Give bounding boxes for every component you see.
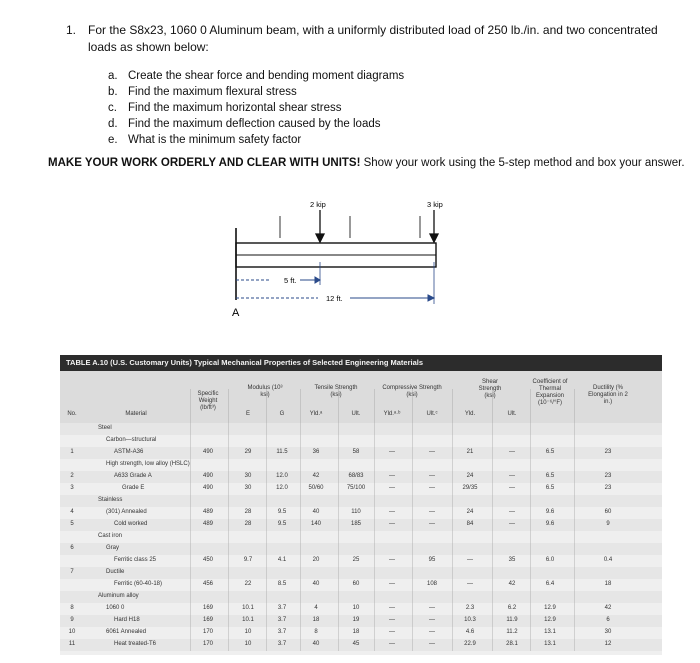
col-thermal: Coefficient of Thermal Expansion (10⁻⁶/°F) — [532, 379, 568, 406]
load2-label: 3 kip — [427, 200, 443, 209]
row-value: — — [389, 473, 395, 479]
row-value: 170 — [202, 641, 213, 647]
part-d: d. Find the maximum deflection caused by the loads — [108, 118, 381, 130]
row-value: — — [389, 617, 395, 623]
row-value: — — [389, 629, 395, 635]
row-value: 18 — [352, 629, 360, 635]
row-value: 185 — [350, 521, 361, 527]
row-value: 23 — [604, 449, 612, 455]
row-number: 8 — [70, 605, 74, 611]
row-value: 12.0 — [276, 473, 288, 479]
row-value: 6.0 — [545, 557, 555, 563]
row-number: 5 — [70, 521, 74, 527]
row-material: Grade E — [122, 485, 145, 491]
row-material: Ferritic (60-40-18) — [114, 581, 163, 587]
row-number: 2 — [70, 473, 74, 479]
row-value: 10.3 — [464, 617, 476, 623]
row-material: High strength, low alloy (HSLC) — [106, 461, 190, 467]
row-value: 9.6 — [545, 509, 555, 515]
row-value: — — [429, 485, 435, 491]
row-number: 3 — [70, 485, 74, 491]
row-value: 50/60 — [308, 485, 324, 491]
row-value: 11.5 — [276, 449, 288, 455]
distributed-load — [280, 216, 420, 238]
row-value: — — [429, 449, 435, 455]
row-value: — — [429, 509, 435, 515]
row-value: — — [389, 581, 395, 587]
row-value: — — [429, 641, 435, 647]
row-value: — — [467, 581, 473, 587]
row-material: Heat treated-T6 — [114, 641, 157, 647]
row-value: 60 — [352, 581, 360, 587]
col-shear-ult: Ult. — [507, 411, 517, 417]
row-material: A633 Grade A — [114, 473, 152, 479]
row-value: 68/83 — [348, 473, 364, 479]
row-value: 35 — [508, 557, 516, 563]
row-value: 42 — [604, 605, 612, 611]
row-value: 11.9 — [506, 617, 518, 623]
column-divider — [300, 389, 301, 651]
row-value: 3.7 — [277, 605, 287, 611]
row-value: 12 — [604, 641, 612, 647]
row-value: 490 — [202, 485, 213, 491]
row-value: 12.9 — [544, 617, 556, 623]
row-material: Hard H18 — [114, 617, 140, 623]
row-value: 6.4 — [545, 581, 555, 587]
row-value: 45 — [352, 641, 360, 647]
row-material: Stainless — [98, 497, 123, 503]
row-value: — — [429, 473, 435, 479]
column-divider — [228, 389, 229, 651]
row-value: 18 — [604, 581, 612, 587]
row-value: 170 — [202, 629, 213, 635]
row-value: 140 — [310, 521, 321, 527]
row-value: — — [509, 521, 515, 527]
row-value: 6.5 — [545, 449, 555, 455]
table-column-headers — [60, 371, 662, 423]
part-e: e. What is the minimum safety factor — [108, 134, 302, 146]
row-value: — — [389, 485, 395, 491]
row-value: 18 — [312, 617, 320, 623]
row-value: 6.5 — [545, 473, 555, 479]
row-number: 4 — [70, 509, 74, 515]
row-number: 6 — [70, 545, 74, 551]
row-value: — — [429, 617, 435, 623]
row-value: — — [389, 449, 395, 455]
row-value: 36 — [312, 449, 320, 455]
row-number: 1 — [70, 449, 74, 455]
column-divider — [338, 389, 339, 651]
row-value: 10 — [244, 641, 252, 647]
row-value: 10.1 — [242, 605, 254, 611]
row-value: 9.5 — [277, 521, 287, 527]
row-value: 30 — [244, 485, 252, 491]
col-modulus: Modulus (10³ ksi) — [247, 385, 283, 398]
col-tensile-ult: Ult. — [351, 411, 361, 417]
row-value: 42 — [312, 473, 320, 479]
col-compressive: Compressive Strength (ksi) — [382, 385, 442, 398]
load1-label: 2 kip — [310, 200, 326, 209]
part-c: c. Find the maximum horizontal shear stress — [108, 102, 342, 114]
point-load-2kip — [316, 210, 324, 242]
problem-number: 1. — [66, 23, 77, 37]
row-value: 6.5 — [545, 485, 555, 491]
row-material: Ductile — [106, 569, 125, 575]
row-value: — — [389, 557, 395, 563]
support-label: A — [232, 307, 240, 319]
row-value: 23 — [604, 473, 612, 479]
dim2-label: 12 ft. — [326, 294, 343, 303]
row-value: 24 — [466, 473, 474, 479]
row-value: 23 — [604, 485, 612, 491]
row-value: 28 — [244, 521, 252, 527]
row-value: — — [389, 521, 395, 527]
row-value: 4 — [314, 605, 318, 611]
row-value: 58 — [352, 449, 360, 455]
row-value: 169 — [202, 617, 213, 623]
col-material: Material — [125, 411, 147, 417]
row-material: Cold worked — [114, 521, 148, 527]
column-divider — [574, 389, 575, 651]
row-value: 3.7 — [277, 641, 287, 647]
row-value: 42 — [508, 581, 516, 587]
row-value: 12.9 — [544, 605, 556, 611]
row-value: 456 — [202, 581, 213, 587]
row-value: 2.3 — [465, 605, 475, 611]
part-a: a. Create the shear force and bending moment diagrams — [108, 70, 405, 82]
row-value: 25 — [352, 557, 360, 563]
col-tensile-yld: Yld.ᵃ — [309, 411, 323, 417]
row-value: 30 — [604, 629, 612, 635]
row-value: 8.5 — [277, 581, 287, 587]
row-value: — — [429, 629, 435, 635]
row-value: 22.9 — [464, 641, 476, 647]
row-value: 9.7 — [243, 557, 253, 563]
row-value: 13.1 — [544, 629, 556, 635]
row-value: 29/35 — [462, 485, 478, 491]
col-g: G — [279, 411, 285, 417]
row-value: 11.2 — [506, 629, 518, 635]
row-material: Steel — [98, 425, 112, 431]
row-value: — — [509, 473, 515, 479]
row-value: 108 — [426, 581, 437, 587]
row-value: 30 — [244, 473, 252, 479]
row-value: 490 — [202, 449, 213, 455]
row-value: 6.2 — [507, 605, 517, 611]
row-material: Carbon—structural — [106, 437, 157, 443]
row-value: 20 — [312, 557, 320, 563]
col-compressive-ult: Ult.ᶜ — [426, 411, 438, 417]
instruction-bold: MAKE YOUR WORK ORDERLY AND CLEAR WITH UNITS! — [48, 157, 361, 169]
table-title: TABLE A.10 (U.S. Customary Units) Typical Mechanical Properties of Selected Engineering Materials — [60, 355, 662, 371]
row-value: — — [389, 641, 395, 647]
row-material: Cast iron — [98, 533, 123, 539]
dimension-5ft — [236, 277, 320, 283]
row-value: 29 — [244, 449, 252, 455]
row-value: 13.1 — [544, 641, 556, 647]
row-value: 60 — [604, 509, 612, 515]
column-divider — [492, 389, 493, 651]
row-value: 21 — [466, 449, 474, 455]
row-value: — — [509, 485, 515, 491]
part-b: b. Find the maximum flexural stress — [108, 86, 297, 98]
dim1-label: 5 ft. — [284, 276, 297, 285]
row-number: 7 — [70, 569, 74, 575]
column-divider — [266, 389, 267, 651]
column-divider — [190, 389, 191, 651]
row-value: 9.6 — [545, 521, 555, 527]
row-number: 11 — [68, 641, 76, 647]
column-divider — [374, 389, 375, 651]
row-value: 490 — [202, 473, 213, 479]
row-value: 40 — [312, 509, 320, 515]
material-properties-table — [60, 355, 662, 655]
row-number: 9 — [70, 617, 74, 623]
instruction-rest: Show your work using the 5-step method and box your answer. — [360, 157, 685, 169]
row-value: 489 — [202, 521, 213, 527]
row-value: 6 — [606, 617, 610, 623]
row-material: Ferritic class 25 — [114, 557, 157, 563]
col-no: No. — [67, 411, 77, 417]
row-material: Gray — [106, 545, 120, 551]
row-value: 40 — [312, 641, 320, 647]
row-value: 10 — [244, 629, 252, 635]
point-load-3kip — [430, 210, 438, 242]
row-value: 22 — [244, 581, 252, 587]
row-material: 6061 Annealed — [106, 629, 147, 635]
row-value: 4.1 — [277, 557, 287, 563]
row-material: Aluminum alloy — [98, 593, 139, 599]
row-value: 40 — [312, 581, 320, 587]
column-divider — [412, 389, 413, 651]
col-specific-weight: Specific Weight (lb/ft³) — [197, 391, 219, 411]
row-value: 450 — [202, 557, 213, 563]
row-value: 110 — [351, 509, 361, 515]
row-value: 28 — [244, 509, 252, 515]
col-shear: Shear Strength (ksi) — [478, 379, 502, 399]
row-value: 84 — [466, 521, 474, 527]
row-value: — — [389, 509, 395, 515]
col-shear-yld: Yld. — [464, 411, 476, 417]
row-value: — — [389, 605, 395, 611]
row-value: — — [467, 557, 473, 563]
row-number: 10 — [68, 629, 76, 635]
row-value: 19 — [352, 617, 360, 623]
row-value: — — [509, 509, 515, 515]
column-divider — [452, 389, 453, 651]
row-material: (301) Annealed — [106, 509, 147, 515]
col-ductility: Ductility (% Elongation in 2 in.) — [588, 385, 628, 405]
col-compressive-yld: Yld.ᵃ·ᵇ — [383, 411, 401, 417]
row-value: — — [509, 449, 515, 455]
column-divider — [530, 389, 531, 651]
row-material: 1060 0 — [106, 605, 125, 611]
row-value: 28.1 — [506, 641, 518, 647]
row-value: 3.7 — [277, 617, 287, 623]
row-value: 75/100 — [346, 485, 366, 491]
row-value: 12.0 — [276, 485, 288, 491]
col-e: E — [245, 411, 250, 417]
row-value: 8 — [314, 629, 318, 635]
row-value: — — [429, 605, 435, 611]
row-value: 24 — [466, 509, 474, 515]
row-value: — — [429, 521, 435, 527]
row-value: 10 — [352, 605, 360, 611]
row-value: 95 — [428, 557, 436, 563]
row-value: 0.4 — [603, 557, 613, 563]
col-tensile: Tensile Strength (ksi) — [314, 385, 358, 398]
row-value: 9.5 — [277, 509, 287, 515]
row-value: 4.6 — [465, 629, 475, 635]
row-value: 10.1 — [242, 617, 254, 623]
row-value: 169 — [202, 605, 213, 611]
problem-text: For the S8x23, 1060 0 Aluminum beam, with a uniformly distributed load of 250 lb./in. and two concentrated loads as shown below: — [88, 23, 658, 54]
row-value: 489 — [202, 509, 213, 515]
row-material: ASTM-A36 — [114, 449, 144, 455]
row-value: 3.7 — [277, 629, 287, 635]
row-value: 9 — [606, 521, 610, 527]
